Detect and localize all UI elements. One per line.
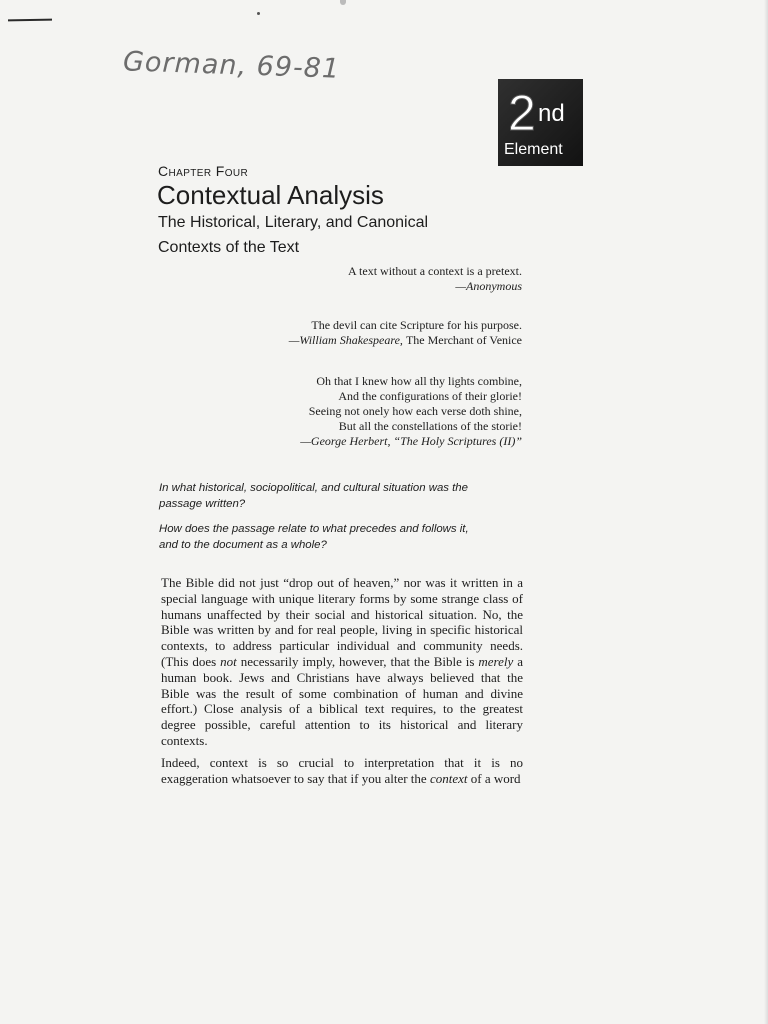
paragraph [161,755,523,787]
question: In what historical, sociopolitical, and cultural situation was the passage written? [159,482,468,510]
epigraph-attribution: —George Herbert, “The Holy Scriptures (II)” [300,434,522,448]
epigraph-line: And the configurations of their glorie! [338,389,522,403]
paragraph [161,575,523,749]
second-element-logo [498,79,583,166]
scan-punch-mark [340,0,346,5]
scan-speck [257,12,260,15]
emphasis: not [220,653,237,669]
logo-word: Element [504,141,563,158]
epigraph-line: A text without a context is a pretext. [348,264,522,278]
handwritten-note: Gorman, 69-81 [122,46,341,85]
text-run: Indeed, context is so crucial to interpretation that it is no exaggeration whatsoever to say that if you alter the [161,754,523,786]
emphasis: context [429,770,468,786]
epigraph-line: The devil can cite Scripture for his purpose. [311,318,522,332]
epigraph-author: —William Shakespeare, [288,333,406,347]
scan-margin-line [8,19,52,22]
guiding-questions [159,481,489,563]
epigraph-3 [300,374,522,449]
epigraph-line: Seeing not onely how each verse doth shine, [308,404,522,418]
question: How does the passage relate to what precedes and follows it, and to the document as a whole? [159,523,469,551]
text-run: necessarily imply, however, that the Bible is [236,653,479,669]
text-run: The Bible did not just “drop out of heaven,” nor was it written in a special language with unique literary forms by some strange class of humans unaffected by their social and historical situation. No, the Bible was written by and for real people, living in specific historical contexts, to address particular individual and community needs. (This does [161,575,523,669]
text-run: a human book. Jews and Christians have always believed that the Bible was the result of some combination of human and divine effort.) Close analysis of a biblical text requires, to the greatest degree possible, careful attention to its historical and literary contexts. [161,653,523,748]
epigraph-attribution: —Anonymous [455,279,522,293]
emphasis: merely [478,653,514,669]
page-edge-shadow [764,0,768,1024]
chapter-subtitle: The Historical, Literary, and Canonical Contexts of the Text [158,214,429,256]
epigraph-attribution [289,333,522,348]
text-run: of a word [467,770,521,786]
logo-superscript: nd [538,100,565,127]
epigraph-line: But all the constellations of the storie! [338,419,522,433]
chapter-label: Chapter Four [158,163,249,179]
epigraph-work: The Merchant of Venice [405,333,522,347]
epigraph-2 [289,318,522,348]
epigraph-line: Oh that I knew how all thy lights combine, [316,374,522,388]
chapter-title: Contextual Analysis [157,180,384,210]
logo-number: 2 [508,85,536,141]
epigraph-1 [348,264,522,294]
body-text [161,575,523,792]
